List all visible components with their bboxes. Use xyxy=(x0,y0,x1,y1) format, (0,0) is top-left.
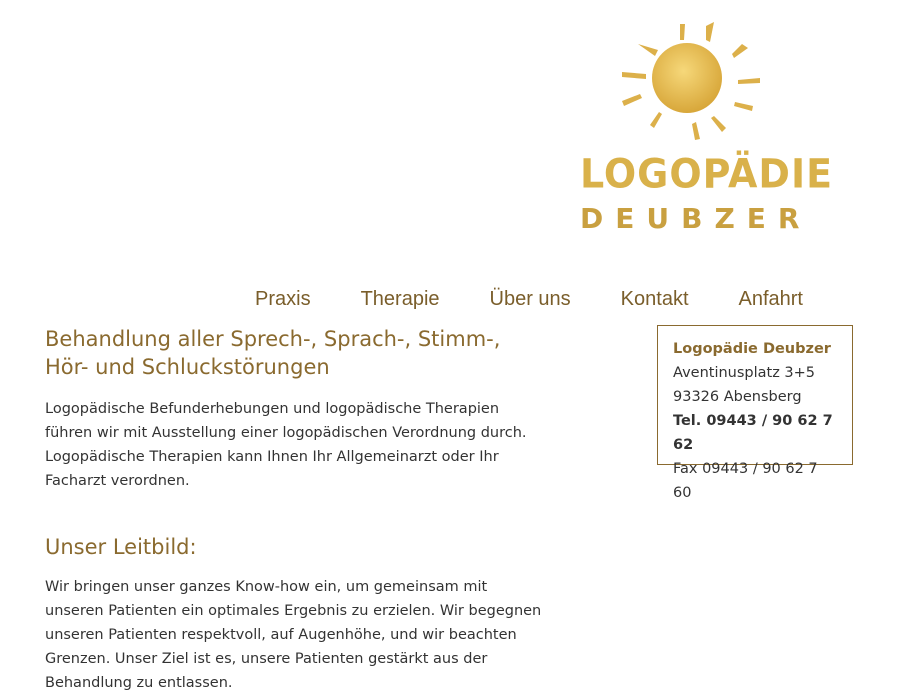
main-content xyxy=(45,325,545,695)
contact-phone[interactable]: Tel. 09443 / 90 62 7 62 xyxy=(673,413,833,453)
contact-box xyxy=(657,325,853,501)
main-nav xyxy=(230,288,828,311)
logo[interactable] xyxy=(580,16,834,238)
nav-item-ueber-uns[interactable]: Über uns xyxy=(489,288,571,310)
contact-city: 93326 Abensberg xyxy=(673,389,802,405)
contact-street: Aventinusplatz 3+5 xyxy=(673,365,816,381)
logo-title: LOGOPÄDIE xyxy=(580,150,834,198)
nav-item-anfahrt[interactable]: Anfahrt xyxy=(738,288,803,310)
intro-line-2: Logopädische Therapien kann Ihnen Ihr Allgemeinarzt oder Ihr Facharzt verordnen. xyxy=(45,449,499,489)
nav-item-therapie[interactable]: Therapie xyxy=(360,288,440,310)
sun-icon xyxy=(610,16,780,141)
leitbild-paragraph: Wir bringen unser ganzes Know-how ein, um gemeinsam mit unseren Patienten ein optimales Ergebnis zu erzielen. Wir begegnen unseren Patienten respektvoll, auf Augenhöhe, und wir beachten Grenzen. Unser Ziel ist es, unsere Patienten gestärkt aus der Behandlung zu entlassen. xyxy=(45,579,542,691)
intro-line-1: Logopädische Befunderhebungen und logopädische Therapien führen wir mit Ausstellung einer logopädischen Verordnung durch. xyxy=(45,401,527,441)
intro-paragraph xyxy=(45,397,545,493)
nav-item-kontakt[interactable]: Kontakt xyxy=(620,288,689,310)
section-heading-leitbild: Unser Leitbild: xyxy=(45,535,197,559)
contact-fax: Fax 09443 / 90 62 7 60 xyxy=(673,461,818,501)
nav-item-praxis[interactable]: Praxis xyxy=(255,288,311,310)
page-title: Behandlung aller Sprech-, Sprach-, Stimm-, Hör- und Schluckstörungen xyxy=(45,327,501,379)
logo-subtitle: DEUBZER xyxy=(580,202,812,235)
contact-name: Logopädie Deubzer xyxy=(673,341,831,357)
